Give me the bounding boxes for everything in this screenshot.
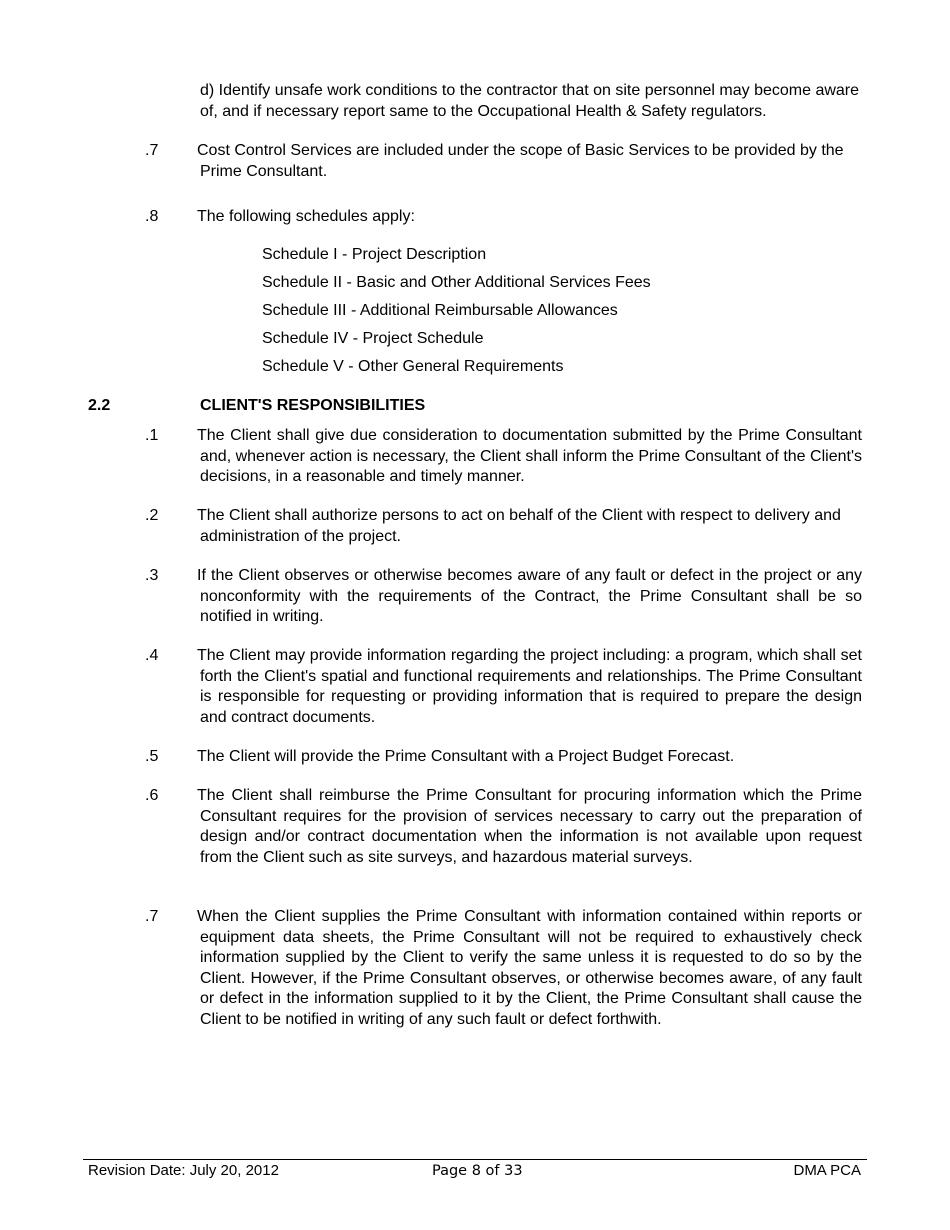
client-item-number: .1 [145,427,159,444]
client-item-text: The Client shall reimburse the Prime Consultant for procuring information which the Prime Consultant requires for the provision of services necessary to carry out the preparation of design and/or contract documentation when the information is not available upon request from the Client such as site surveys, and hazardous material surveys. [197,787,862,866]
schedule-item: Schedule III - Additional Reimbursable Allowances [262,302,618,319]
client-item-text: The Client shall give due consideration to documentation submitted by the Prime Consultant and, whenever action is necessary, the Client shall inform the Prime Consultant of the Client's decisions, in a reasonable and timely manner. [197,427,862,485]
schedule-item: Schedule V - Other General Requirements [262,358,564,375]
client-item-text: If the Client observes or otherwise becomes aware of any fault or defect in the project or any nonconformity with the requirements of the Contract, the Prime Consultant shall be so notified in writing. [197,567,862,625]
footer-revision-date: Revision Date: July 20, 2012 [88,1162,279,1179]
client-item-text: The Client shall authorize persons to act on behalf of the Client with respect to delivery and administration of the project. [197,507,841,545]
schedule-item: Schedule IV - Project Schedule [262,330,484,347]
item-7-number: .7 [145,142,159,159]
schedule-item: Schedule I - Project Description [262,246,487,263]
item-8-text: The following schedules apply: [197,208,415,225]
schedule-item: Schedule II - Basic and Other Additional Services Fees [262,274,651,291]
client-item-number: .6 [145,787,159,804]
footer-page-number: Page 8 of 33 [432,1163,523,1179]
client-item-text: The Client will provide the Prime Consultant with a Project Budget Forecast. [197,748,735,765]
client-item-number: .4 [145,647,159,664]
client-item-number: .2 [145,507,159,524]
footer-rule [83,1159,867,1160]
client-item-text: The Client may provide information regarding the project including: a program, which shall set forth the Client's spatial and functional requirements and relationships. The Prime Consultant is responsible for requesting or providing information that is required to prepare the design and contract documents. [197,647,862,726]
item-8-number: .8 [145,208,159,225]
item-d-text: d) Identify unsafe work conditions to the contractor that on site personnel may become aware of, and if necessary report same to the Occupational Health & Safety regulators. [200,82,860,120]
footer-doc-code: DMA PCA [793,1162,861,1179]
section-title: CLIENT'S RESPONSIBILITIES [200,397,426,414]
client-item-number: .3 [145,567,159,584]
section-number: 2.2 [88,397,111,414]
item-7-text: Cost Control Services are included under the scope of Basic Services to be provided by the Prime Consultant. [197,142,844,180]
client-item-text: When the Client supplies the Prime Consultant with information contained within reports or equipment data sheets, the Prime Consultant will not be required to exhaustively check information supplied by the Client to verify the same unless it is requested to do so by the Client. However, if the Prime Consultant observes, or otherwise becomes aware, of any fault or defect in the information supplied to it by the Client, the Prime Consultant shall cause the Client to be notified in writing of any such fault or defect forthwith. [197,908,862,1028]
client-item-number: .7 [145,908,159,925]
client-item-number: .5 [145,748,159,765]
